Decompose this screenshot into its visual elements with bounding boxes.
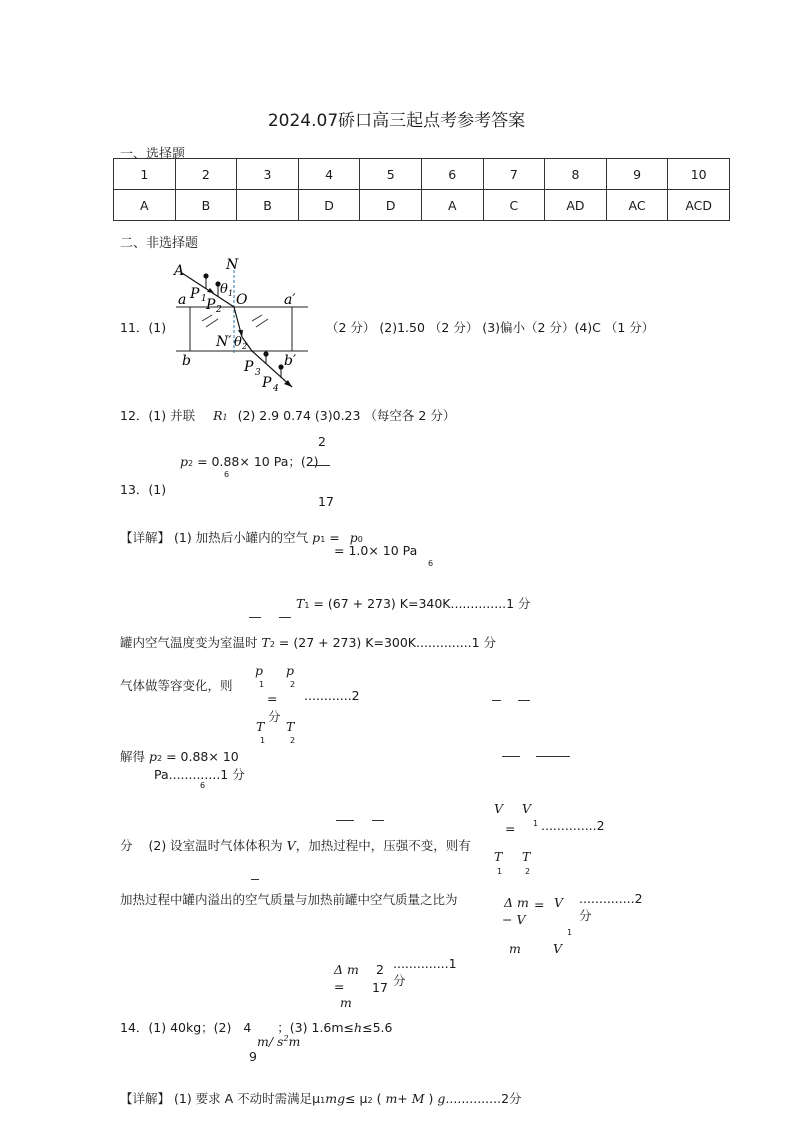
label-o: O	[236, 292, 248, 308]
table-row-answers	[114, 190, 730, 221]
q14-mu2-sub: 2	[367, 1096, 373, 1105]
q13-l6-v1-sub: 1	[533, 819, 539, 828]
table-cell-number: 10	[668, 159, 730, 190]
table-cell-number: 6	[421, 159, 483, 190]
q14-mM: m+ M	[385, 1091, 425, 1106]
label-theta1: θ	[220, 282, 228, 297]
label-theta2-sub: 2	[242, 342, 248, 351]
label-p2-sub: 2	[216, 305, 222, 315]
section-heading-nonchoice: 二、非选择题	[120, 236, 199, 251]
q13-d1-p1: p	[312, 530, 321, 545]
table-cell-answer: B	[175, 190, 237, 221]
q13-l7-fen: 分	[579, 908, 592, 923]
table-cell-number: 7	[483, 159, 545, 190]
refraction-figure	[170, 255, 320, 395]
frac-bar	[249, 617, 261, 618]
label-p2: P	[206, 297, 216, 313]
q13-l6-t1: T	[522, 849, 531, 864]
table-cell-number: 2	[175, 159, 237, 190]
q13-detail-label: 【详解】	[120, 530, 171, 545]
q13-l8-dots: ..............1	[393, 956, 457, 971]
q13-t1-eq: = (67 + 273) K=340K..............1 分	[313, 596, 531, 611]
frac-bar	[492, 700, 501, 701]
q13-frac-num: 2	[318, 434, 326, 449]
glass-hatch	[202, 315, 212, 321]
q14-range2: ≤5.6	[362, 1020, 393, 1035]
table-cell-number: 5	[360, 159, 422, 190]
q13-l6-t: T	[494, 849, 503, 864]
q14-frac-den: 9	[249, 1049, 257, 1064]
q13-l4-t1: T	[256, 719, 265, 734]
q13-d1-exp: 6	[428, 559, 434, 568]
frac-bar	[518, 700, 530, 701]
q13-l3-t2: T	[261, 635, 270, 650]
q13-l3-eq: = (27 + 273) K=300K..............1 分	[278, 635, 497, 650]
q13-ans-pa: Pa；(2)	[273, 454, 319, 469]
label-p1: P	[190, 286, 200, 302]
table-cell-answer: A	[114, 190, 176, 221]
q13-d1-p0: p	[349, 530, 358, 545]
q13-frac-bar	[312, 465, 330, 466]
q14-m-tail: m	[288, 1034, 301, 1050]
q13-l5-p2: p	[149, 749, 158, 764]
q13-l6-text: (2) 设室温时气体体积为	[148, 838, 283, 853]
table-cell-number: 9	[606, 159, 668, 190]
label-a-point: A	[174, 263, 185, 279]
pin-p1	[203, 273, 208, 278]
q13-l8-fen: 分	[393, 973, 406, 988]
page-title: 2024.07硚口高三起点考参考答案	[267, 111, 526, 131]
table-cell-number: 8	[545, 159, 607, 190]
q13-detail-text: (1) 加热后小罐内的空气	[174, 530, 309, 545]
q13-p2: p	[180, 454, 189, 469]
frac-bar	[536, 756, 570, 757]
q12-line	[120, 406, 455, 424]
q13-line6	[120, 836, 471, 854]
q13-l5-pa: Pa.............1 分	[154, 767, 245, 782]
q13-l4-t2: T	[286, 719, 295, 734]
q14-mg: mg	[325, 1091, 346, 1106]
q13-l8-m: m	[340, 995, 352, 1010]
table-cell-answer: B	[237, 190, 299, 221]
label-theta2: θ	[234, 335, 242, 350]
q13-l8-dm: Δ m	[334, 962, 359, 977]
table-cell-answer: ACD	[668, 190, 730, 221]
q13-l4-p1-sub: 1	[259, 680, 265, 689]
q14-pre: 14．(1) 40kg；(2)	[120, 1020, 232, 1035]
q13-l4-eq: =	[267, 691, 278, 706]
label-p3-sub: 3	[255, 368, 261, 378]
q13-l3-text: 罐内空气温度变为室温时	[120, 635, 258, 650]
q13-d1-p0-sub: 0	[357, 535, 363, 544]
q13-l6-v: V	[494, 801, 504, 816]
q13-l4-p2-sub: 2	[290, 680, 296, 689]
q13-l3-t2-sub: 2	[269, 640, 275, 649]
q13-t1: T	[296, 596, 305, 611]
q14-detail-line	[120, 1089, 522, 1107]
label-a: a	[178, 292, 187, 308]
q13-d1-p1-sub: 1	[320, 535, 326, 544]
q13-answer-line	[180, 452, 319, 470]
pin-p3	[263, 351, 268, 356]
q13-l7-v1-sub: 1	[567, 928, 573, 937]
frac-bar	[251, 879, 259, 880]
frac-bar	[279, 617, 291, 618]
q14-frac-num: 4	[243, 1020, 252, 1035]
table-row-numbers	[114, 159, 730, 190]
q14-le: ≤ μ	[345, 1091, 368, 1106]
label-b: b	[182, 353, 191, 369]
q14-paren-close: )	[428, 1091, 434, 1106]
q13-ans-eq: = 0.88× 10	[197, 454, 270, 469]
q13-ans-exp: 6	[224, 470, 230, 479]
q14-unit-text: m/ s	[257, 1034, 284, 1050]
glass-hatch	[206, 319, 218, 327]
table-cell-answer: A	[421, 190, 483, 221]
label-p1-sub: 1	[201, 294, 207, 304]
q13-l6-t1-sub: 2	[525, 867, 531, 876]
q13-l6-text2: ，加热过程中，压强不变，则有	[295, 838, 471, 853]
q13-l6-fen: 分	[120, 838, 133, 853]
q13-l6-var-v: V	[286, 838, 296, 853]
q13-l4-dots: ............2	[304, 688, 360, 703]
q13-number: 13．(1)	[120, 482, 167, 497]
glass-hatch	[252, 315, 262, 321]
table-cell-answer: AD	[545, 190, 607, 221]
table-cell-answer: AC	[606, 190, 668, 221]
q14-detail-text: (1) 要求 A 不动时需满足μ	[174, 1091, 321, 1106]
frac-bar	[336, 820, 354, 821]
q14-unit-sup: 2	[283, 1034, 289, 1043]
pin-p4	[278, 364, 283, 369]
q13-l4-t2-sub: 2	[290, 736, 296, 745]
q13-l8-eq: =	[334, 979, 345, 994]
q14-h: h	[354, 1020, 363, 1035]
table-cell-number: 4	[298, 159, 360, 190]
q14-g: g	[437, 1091, 446, 1106]
q13-l8-den: 17	[372, 980, 388, 995]
q12-post: (2) 2.9 0.74 (3)0.23 （每空各 2 分）	[237, 408, 456, 423]
q13-l4-fen: 分	[268, 709, 281, 724]
q13-l6-eq: =	[505, 821, 516, 836]
answer-table	[113, 158, 730, 221]
q12-pre: 12．(1) 并联	[120, 408, 196, 423]
q13-p2-sub: 2	[188, 459, 194, 468]
q13-l4-p1: p	[255, 663, 264, 678]
label-p4-sub: 4	[273, 384, 279, 394]
table-cell-number: 3	[237, 159, 299, 190]
q14-tail: ..............2分	[445, 1091, 522, 1106]
q13-d1-val: = 1.0× 10 Pa	[334, 543, 418, 558]
q13-l6-t-sub: 1	[497, 867, 503, 876]
q13-l5-p2-sub: 2	[157, 754, 163, 763]
q13-l4-p2: p	[286, 663, 295, 678]
q13-l5-text: 解得	[120, 749, 146, 764]
q13-l4-text: 气体做等容变化，则	[120, 678, 233, 693]
q13-l7-m: m	[509, 941, 521, 956]
q14-paren-open: (	[376, 1091, 382, 1106]
q14-mu1-sub: 1	[320, 1096, 326, 1105]
table-cell-answer: D	[298, 190, 360, 221]
q13-l7-dm: Δ m	[504, 895, 529, 910]
section-heading-choice: 一、选择题	[120, 147, 186, 162]
q13-d1-eq: =	[329, 530, 340, 545]
q11-answers: （2 分） (2)1.50 （2 分） (3)偏小（2 分）(4)C （1 分）	[326, 320, 655, 335]
label-n-prime: N′	[216, 334, 232, 350]
q14-sep: ；(3)	[277, 1020, 308, 1035]
table-cell-number: 1	[114, 159, 176, 190]
q13-t1-line	[296, 594, 531, 612]
label-theta1-sub: 1	[228, 289, 234, 298]
q13-l7-v: V	[554, 895, 564, 910]
table-cell-answer: D	[360, 190, 422, 221]
q13-l8-num: 2	[376, 962, 384, 977]
q13-l7-dots: ..............2	[579, 891, 643, 906]
label-a-prime: a′	[284, 292, 296, 308]
q13-l6-dots: ..............2	[541, 818, 605, 833]
label-p4: P	[262, 375, 272, 391]
q13-l6-v1: V	[522, 801, 532, 816]
q13-l7-text: 加热过程中罐内溢出的空气质量与加热前罐中空气质量之比为	[120, 892, 458, 907]
q13-l7-eq: =	[534, 897, 545, 912]
label-b-prime: b′	[284, 353, 297, 369]
q13-detail-line1	[120, 528, 363, 546]
q14-detail-label: 【详解】	[120, 1091, 171, 1106]
glass-hatch	[256, 319, 268, 327]
q13-t1-sub: 1	[304, 601, 310, 610]
q14-unit	[257, 1034, 300, 1049]
q13-l4-t1-sub: 1	[260, 736, 266, 745]
q13-l7-v1: V	[553, 941, 563, 956]
q13-line3	[120, 633, 496, 651]
q13-frac-den: 17	[318, 494, 334, 509]
q13-line5	[120, 747, 239, 765]
q13-l5-exp: 6	[200, 781, 206, 790]
label-p3: P	[244, 359, 254, 375]
q13-l7-minus-v: − V	[502, 912, 526, 927]
q12-r: R	[213, 408, 223, 423]
frac-bar	[502, 756, 520, 757]
q14-range: 1.6m≤	[311, 1020, 355, 1035]
label-n: N	[226, 257, 239, 273]
frac-bar	[372, 820, 384, 821]
q12-r-sub: 1	[222, 413, 228, 422]
q11-number: 11．(1)	[120, 320, 167, 335]
table-cell-answer: C	[483, 190, 545, 221]
q13-l5-eq: = 0.88× 10	[166, 749, 239, 764]
